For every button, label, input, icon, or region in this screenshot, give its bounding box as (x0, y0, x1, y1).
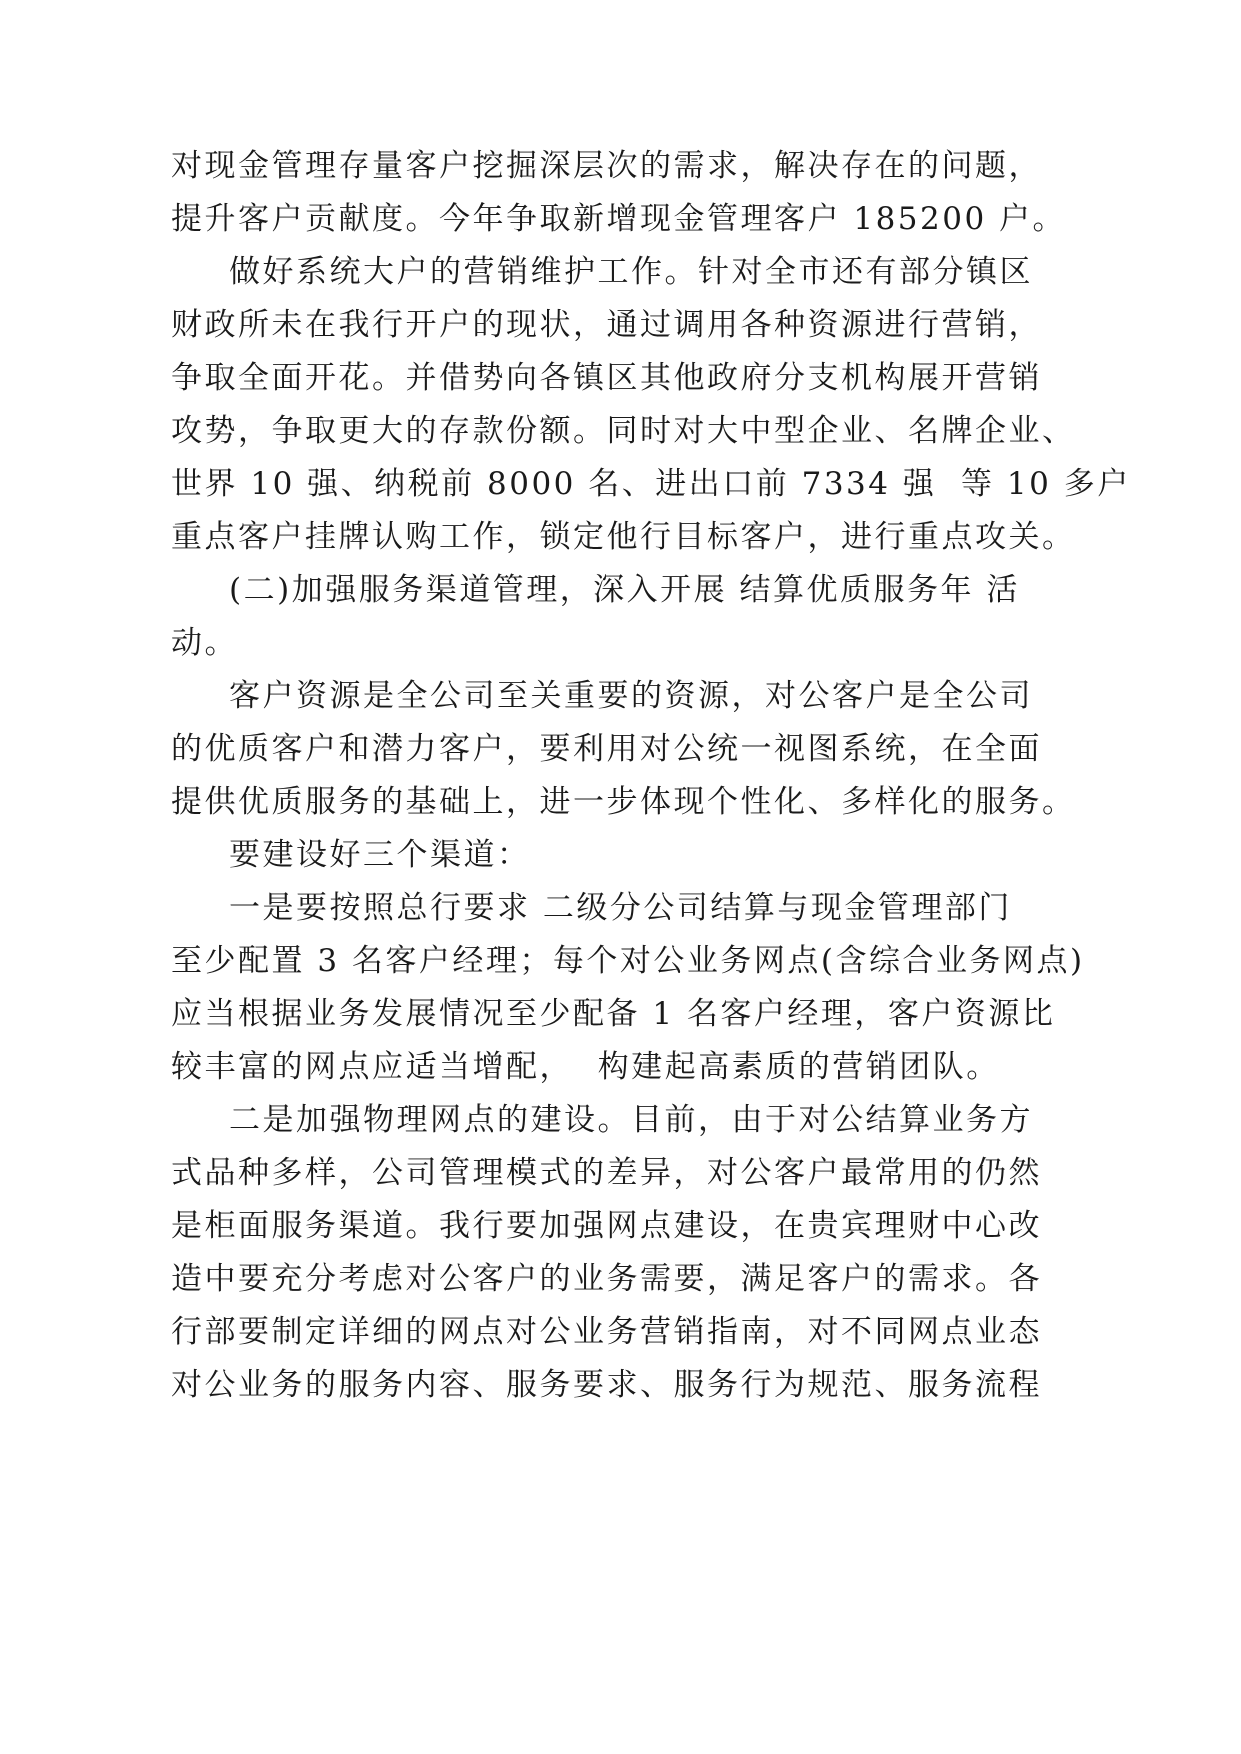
text-line: 财政所未在我行开户的现状，通过调用各种资源进行营销， (171, 307, 1042, 343)
text-line: 是柜面服务渠道。我行要加强网点建设，在贵宾理财中心改 (171, 1208, 1042, 1244)
text-line: 行部要制定详细的网点对公业务营销指南，对不同网点业态 (171, 1314, 1042, 1350)
text-line: 应当根据业务发展情况至少配备 1 名客户经理，客户资源比 (171, 996, 1056, 1032)
section-heading: (二)加强服务渠道管理，深入开展 结算优质服务年 活 (229, 572, 1020, 608)
text-line: 提升客户贡献度。今年争取新增现金管理客户 185200 户。 (171, 201, 1067, 237)
text-line: 二是加强物理网点的建设。目前，由于对公结算业务方 (229, 1102, 1033, 1138)
text-line: 造中要充分考虑对公客户的业务需要，满足客户的需求。各 (171, 1261, 1042, 1297)
text-line: 争取全面开花。并借势向各镇区其他政府分支机构展开营销 (171, 360, 1042, 396)
text-line: 对公业务的服务内容、服务要求、服务行为规范、服务流程 (171, 1367, 1042, 1403)
text-line: 世界 10 强、纳税前 8000 名、进出口前 7334 强 等 10 多户 (171, 466, 1131, 502)
section-heading: 动。 (171, 625, 238, 661)
text-line: 较丰富的网点应适当增配， 构建起高素质的营销团队。 (171, 1049, 1000, 1085)
text-line: 做好系统大户的营销维护工作。针对全市还有部分镇区 (229, 254, 1033, 290)
text-line: 的优质客户和潜力客户，要利用对公统一视图系统，在全面 (171, 731, 1042, 767)
text-line: 式品种多样，公司管理模式的差异，对公客户最常用的仍然 (171, 1155, 1042, 1191)
text-line: 攻势，争取更大的存款份额。同时对大中型企业、名牌企业、 (171, 413, 1076, 449)
text-line: 至少配置 3 名客户经理；每个对公业务网点(含综合业务网点) (171, 943, 1085, 979)
text-line: 重点客户挂牌认购工作，锁定他行目标客户，进行重点攻关。 (171, 519, 1076, 555)
text-line: 一是要按照总行要求 二级分公司结算与现金管理部门 (229, 890, 1012, 926)
text-line: 对现金管理存量客户挖掘深层次的需求，解决存在的问题， (171, 148, 1042, 184)
text-line: 要建设好三个渠道： (229, 837, 531, 873)
text-line: 提供优质服务的基础上，进一步体现个性化、多样化的服务。 (171, 784, 1076, 820)
text-line: 客户资源是全公司至关重要的资源，对公客户是全公司 (229, 678, 1033, 714)
